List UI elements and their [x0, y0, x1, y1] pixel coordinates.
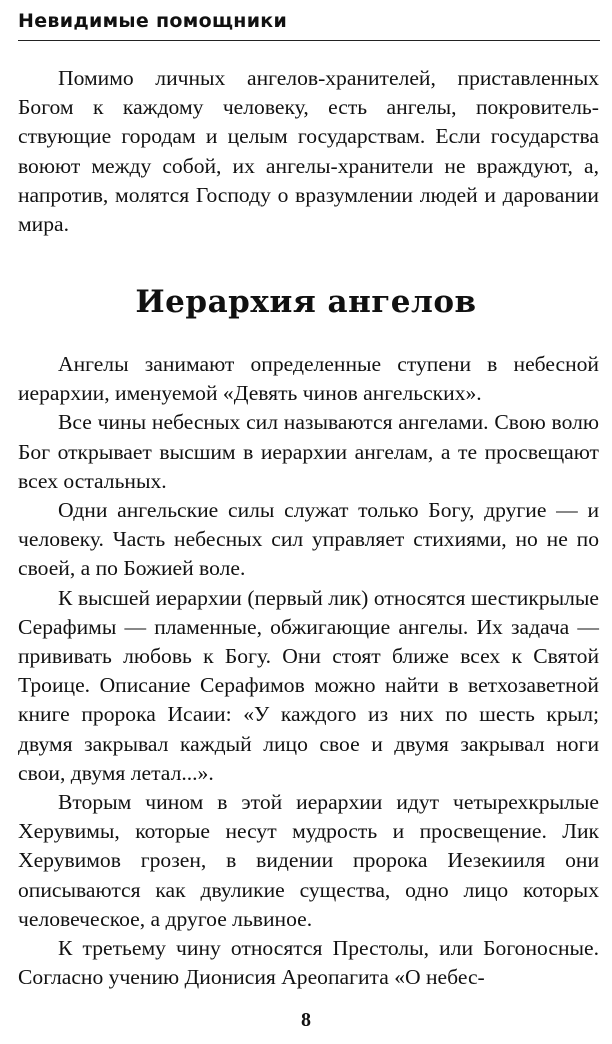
paragraph-4: К высшей иерархии (первый лик) относятся шестикрылые Серафимы — пламенные, обжигающие ангелы. Их задача — прививать любовь к Богу. Они стоят ближе всех к Святой Троице. Описание Серафимов можно найти в ветхозаветной книге пророка Исаии: «У каждого из них по шесть крыл; двумя закрывал каждый лицо свое и двумя закрывал ноги свои, двумя летал...». — [18, 585, 599, 785]
paragraph-3: Одни ангельские силы служат только Богу, другие — и человеку. Часть небесных сил управляет стихиями, но не по своей, а по Божией воле. — [18, 498, 599, 581]
paragraph-6: К третьему чину относятся Престолы, или Богоносные. Согласно учению Дионисия Ареопагита «О небес- — [18, 936, 599, 990]
paragraph-1: Ангелы занимают определенные ступени в небесной иерархии, именуемой «Девять чинов ангельских». — [18, 352, 599, 406]
header-divider — [18, 40, 600, 41]
paragraph-5: Вторым чином в этой иерархии идут четырехкрылые Херувимы, которые несут мудрость и просвещение. Лик Херувимов грозен, в видении пророка Иезекииля они описываются как двуликие существа, одно лицо которых человеческое, а другое львиное. — [18, 790, 599, 931]
running-head-title: Невидимые помощники — [18, 10, 288, 32]
section-heading: Иерархия ангелов — [135, 284, 477, 320]
section-text-block — [18, 350, 599, 992]
intro-text-block — [18, 64, 599, 239]
paragraph-2: Все чины небесных сил называются ангелами. Свою волю Бог открывает высшим в иерархии ангелам, а те просвещают всех остальных. — [18, 410, 599, 493]
page-number: 8 — [301, 1009, 311, 1031]
paragraph-intro: Помимо личных ангелов-хранителей, приставленных Богом к каждому человеку, есть ангелы, покровительствующие городам и целым государствам. Если государства воюют между собой, их ангелы-хранители не враждуют, а, напротив, молятся Господу о вразумлении людей и даровании мира. — [18, 66, 599, 237]
